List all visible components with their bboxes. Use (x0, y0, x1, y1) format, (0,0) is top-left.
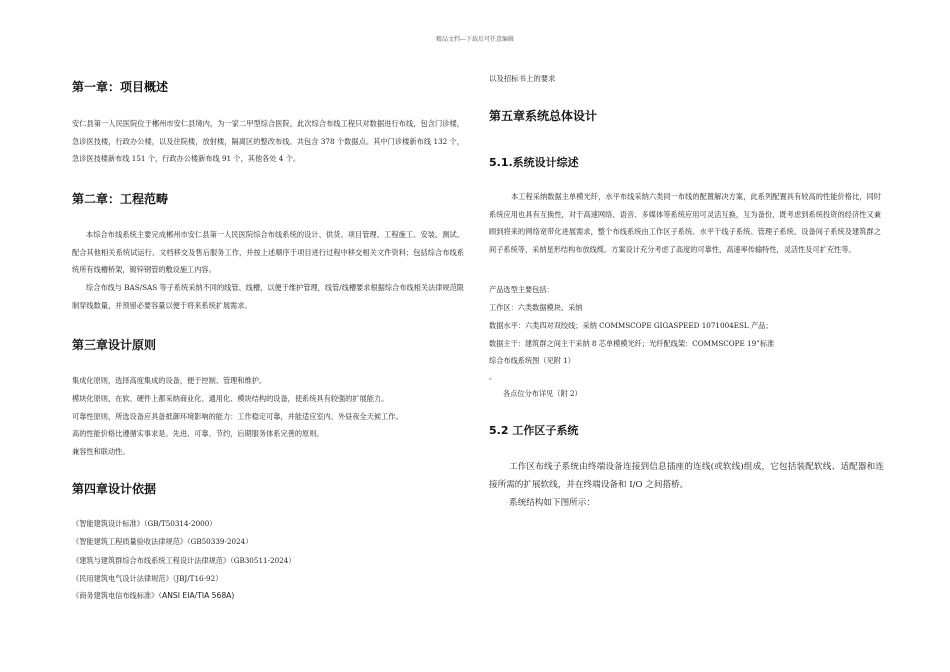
spec-line: 数据主干：建筑群之间主干采纳 8 芯单模模光纤；光纤配线架：COMMSCOPE 19”标准 (489, 339, 775, 348)
chapter-3-title: 第三章设计原则 (72, 338, 157, 352)
structure-caption: 系统结构如下图所示： (509, 498, 595, 508)
section-5-2-body: 工作区布线子系统由终端设备连接到信息插座的连线(或软线)组成，它包括装配软线、适配器和连接所需的扩展软线，并在终端设备和 I/O 之间搭桥。 (489, 462, 884, 490)
principle-item: 集成化原则，选择高度集成的设备，便于控制、管理和维护。 (72, 376, 267, 385)
continued-text: 以及招标书上的要求 (489, 74, 556, 83)
chapter-2-title: 第二章：工程范畴 (72, 192, 169, 206)
chapter-4-title: 第四章设计依据 (72, 482, 157, 496)
spec-line: 工作区：六类数据模块、采纳 (489, 303, 583, 312)
chapter-1-body: 安仁县第一人民医院位于郴州市安仁县境内，为一家二甲型综合医院，此次综合布线工程只对数据进行布线，包含门诊楼，急诊医技楼，行政办公楼，以及住院楼，放射楼，隔离区的整改布线。共包含 378 个数据点。其中门诊楼新布线 132 个，急诊医技楼新布线 151 个，行政办公楼新布线 91 个，其他各处 4 个。 (72, 119, 464, 164)
watermark: 精品文档---下载后可任意编辑 (435, 36, 515, 43)
reference-item: 《建筑与建筑群综合布线系统工程设计法律规范》（GB30511-2024） (72, 556, 296, 565)
reference-item: 《智能建筑设计标准》（GB/T50314-2000） (72, 519, 217, 528)
principle-item: 模块化原则，在软、硬件上都采纳商业化、通用化、模块结构的设备，使系统具有较强的扩展能力。 (72, 394, 389, 403)
spec-line: 产品选型主要包括： (489, 285, 554, 294)
principle-item: 兼容性和联动性。 (72, 447, 130, 456)
section-5-2-title: 5.2 工作区子系统 (489, 424, 579, 437)
section-5-1-body: 本工程采纳数据主单模光纤，水平布线采纳六类同一布线的配置解决方案，此系列配置具有较高的性能价格比，同时系统应用也具有互换性，对于高速网络、语音、多媒体等系统应用可灵活互换，互为备份，既考虑到系统投资的经济性又兼顾到将来的网络宽带化进展需求，整个布线系统由工作区子系统、水平干线子系统、管理子系统、设备间子系统及建筑群之间子系统等，采纳星形结构布放线缆。方案设计充分考虑了高度的可靠性，高速率传输特性，灵活性及可扩充性等。 (489, 192, 881, 254)
spec-line: 综合布线系统图（见附 1） (489, 356, 575, 365)
reference-item (72, 591, 234, 601)
spec-line: 各点位分布详见（附 2） (503, 389, 582, 398)
reference-code: （ANSI EIA/TIA 568A) (158, 591, 235, 600)
principle-item: 高的性能价格比遵循实事求是、先进、可靠、节约，后期服务体系完善的原则。 (72, 429, 324, 438)
principle-item: 可靠性原则，所选设备应具备抵御环境影响的能力：工作稳定可靠，并能适应室内、外昼夜全天候工作。 (72, 412, 403, 421)
reference-item: 《民用建筑电气设计法律规范》（JBJ/T16-92） (72, 574, 223, 583)
section-5-1-title: 5.1.系统设计综述 (489, 156, 579, 169)
reference-item: 《智能建筑工程质量验收法律规范》（GB50339-2024） (72, 537, 253, 546)
reference-title: 《商务建筑电信布线标准》 (72, 591, 159, 600)
spec-line: 数据水平：六类四对双绞线；采纳 COMMSCOPE GIGASPEED 1071004ESL 产品； (489, 321, 773, 330)
chapter-1-title: 第一章：项目概述 (72, 80, 169, 94)
chapter-2-paragraph-1: 本综合布线系统主要完成郴州市安仁县第一人民医院综合布线系统的设计、供货、项目管理、工程施工、安装、测试、配合其他相关系统试运行、文档移交及售后服务工作，并按上述顺序于项目进行过程中移交相关文件资料；包括综合布线系统所有线槽桥架，镀锌钢管的敷设施工内容。 (72, 230, 464, 275)
chapter-2-paragraph-2: 综合布线与 BAS/SAS 等子系统采纳不同的线管、线槽，以便于维护管理，线管/线槽要求根据综合布线相关法律规范限制穿线数量，并预留必要容量以便于将来系统扩展需求。 (72, 283, 464, 310)
spec-line: 。 (489, 372, 497, 381)
chapter-5-title: 第五章系统总体设计 (489, 109, 598, 123)
